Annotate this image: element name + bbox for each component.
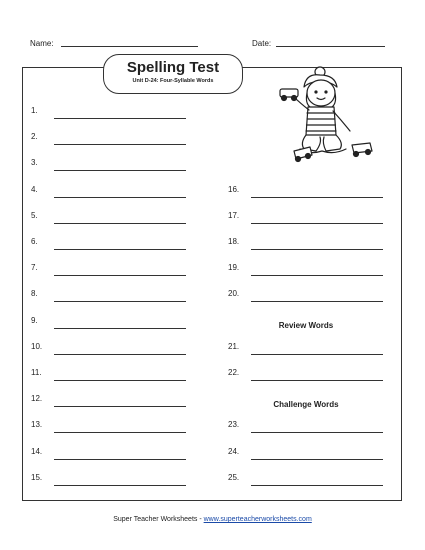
item-number: 15. <box>31 472 43 482</box>
answer-line[interactable] <box>251 197 383 198</box>
item-number: 20. <box>228 289 240 299</box>
item-number: 5. <box>31 210 38 220</box>
item-number: 21. <box>228 341 240 351</box>
answer-line[interactable] <box>54 354 186 355</box>
item-number: 2. <box>31 132 38 142</box>
answer-line[interactable] <box>54 380 186 381</box>
item-number: 24. <box>228 446 240 456</box>
answer-line[interactable] <box>251 249 383 250</box>
worksheet-subtitle: Unit D-24: Four-Syllable Words <box>132 78 214 84</box>
item-number: 17. <box>228 210 240 220</box>
answer-line[interactable] <box>251 301 383 302</box>
answer-line[interactable] <box>251 275 383 276</box>
answer-line[interactable] <box>54 170 186 171</box>
date-label: Date: <box>252 39 272 48</box>
answer-line[interactable] <box>54 275 186 276</box>
name-field[interactable] <box>61 46 198 47</box>
footer-link[interactable]: www.superteacherworksheets.com <box>203 516 312 523</box>
answer-line[interactable] <box>54 406 186 407</box>
answer-line[interactable] <box>251 459 383 460</box>
answer-line[interactable] <box>251 380 383 381</box>
item-number: 1. <box>31 106 38 115</box>
item-number: 3. <box>31 158 38 168</box>
item-number: 19. <box>228 263 240 273</box>
item-number: 10. <box>31 341 43 351</box>
date-field[interactable] <box>276 46 385 47</box>
answer-line[interactable] <box>54 144 186 145</box>
item-number: 18. <box>228 237 240 246</box>
footer-text: Super Teacher Worksheets - <box>113 516 204 523</box>
item-number: 6. <box>31 237 38 246</box>
answer-line[interactable] <box>54 223 186 224</box>
challenge-words-heading: Challenge Words <box>273 400 339 409</box>
worksheet-title: Spelling Test <box>126 59 220 76</box>
answer-line[interactable] <box>251 485 383 486</box>
answer-line[interactable] <box>54 301 186 302</box>
item-number: 14. <box>31 446 43 456</box>
child-playing-with-toy-cars-icon <box>270 63 390 163</box>
item-number: 25. <box>228 472 240 482</box>
answer-line[interactable] <box>54 249 186 250</box>
item-number: 13. <box>31 420 43 430</box>
item-number: 7. <box>31 263 38 273</box>
review-words-heading: Review Words <box>278 321 334 330</box>
answer-line[interactable] <box>54 328 186 329</box>
item-number: 4. <box>31 184 38 194</box>
item-number: 9. <box>31 315 38 325</box>
title-box <box>103 54 243 94</box>
answer-line[interactable] <box>54 459 186 460</box>
item-number: 16. <box>228 184 240 194</box>
item-number: 11. <box>31 368 42 377</box>
answer-line[interactable] <box>251 432 383 433</box>
answer-line[interactable] <box>251 223 383 224</box>
item-number: 22. <box>228 368 240 377</box>
answer-line[interactable] <box>54 118 186 119</box>
footer <box>0 516 425 523</box>
answer-line[interactable] <box>54 197 186 198</box>
answer-line[interactable] <box>251 354 383 355</box>
item-number: 23. <box>228 420 240 430</box>
item-number: 12. <box>31 394 43 404</box>
answer-line[interactable] <box>54 432 186 433</box>
item-number: 8. <box>31 289 38 299</box>
answer-line[interactable] <box>54 485 186 486</box>
name-label: Name: <box>30 39 54 48</box>
